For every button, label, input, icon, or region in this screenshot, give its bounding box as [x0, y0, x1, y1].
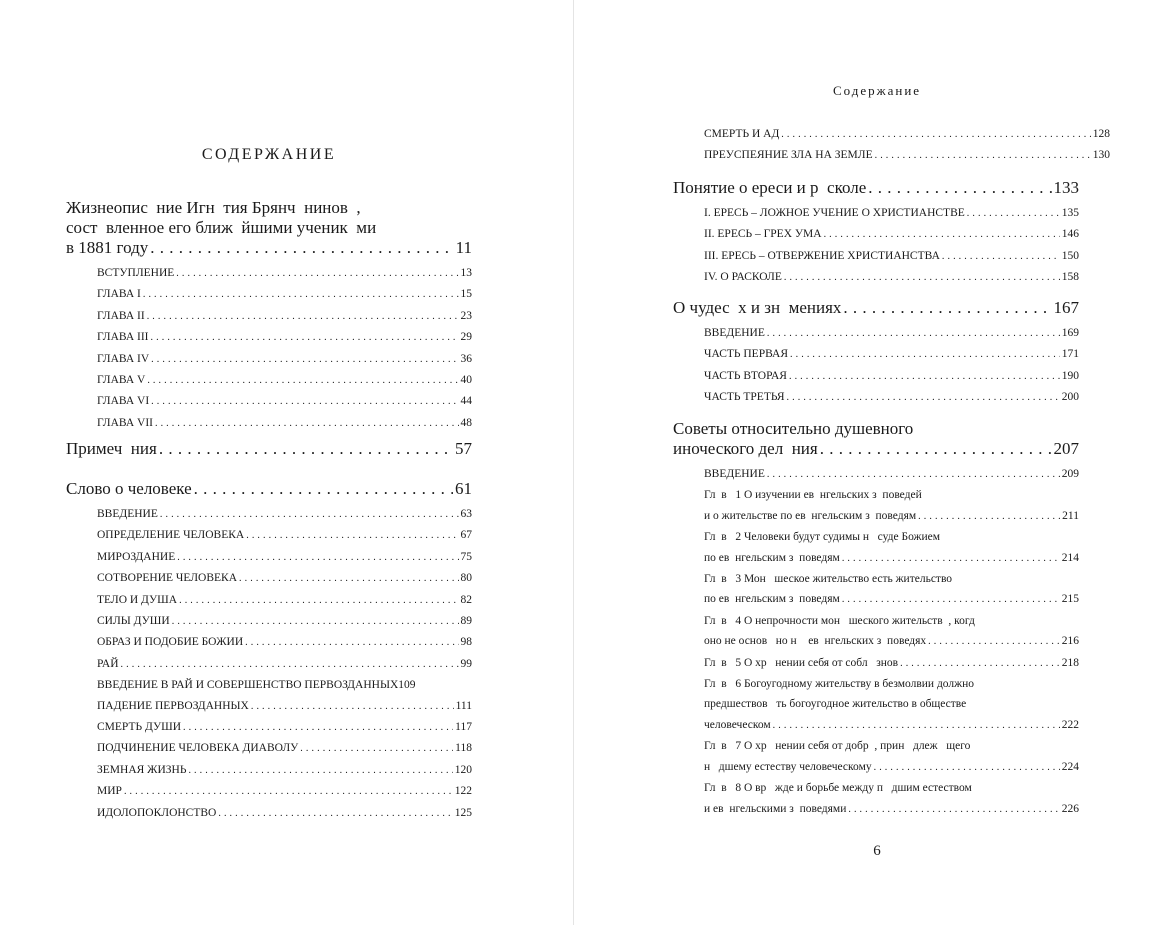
page-number: 82	[460, 593, 472, 606]
toc-subentry[interactable]	[704, 124, 1110, 145]
toc-subentry[interactable]	[97, 738, 472, 759]
toc-subentry[interactable]	[97, 547, 472, 568]
toc-subentry[interactable]	[97, 675, 472, 695]
dot-leader	[875, 146, 1091, 166]
entry-title: ВВЕДЕНИЕ	[97, 508, 158, 520]
entry-title: человеческом	[704, 718, 771, 731]
page-number: 211	[1062, 509, 1079, 522]
chapter-title-line: Гл в 6 Богоугодному жительству в безмолвии должно	[704, 678, 974, 691]
entry-title: ПАДЕНИЕ ПЕРВОЗДАННЫХ	[97, 699, 249, 712]
entry-title: оно не основ но н ев нгельских з поведях	[704, 635, 927, 648]
dot-leader	[151, 392, 458, 412]
page-number: 36	[460, 352, 472, 365]
toc-section-heresy	[673, 178, 1079, 289]
entry-title: О чудес х и зн мениях	[673, 298, 842, 317]
toc-section-word-on-man	[66, 479, 472, 824]
page-number: 226	[1061, 802, 1079, 815]
toc-section-miracles	[673, 298, 1079, 409]
entry-title: ОПРЕДЕЛЕНИЕ ЧЕЛОВЕКА	[97, 529, 245, 542]
dot-leader	[784, 268, 1060, 288]
page-number: 120	[454, 763, 472, 776]
dot-leader	[773, 716, 1060, 736]
dot-leader	[820, 439, 1052, 459]
entry-title: I. ЕРЕСЬ – ЛОЖНОЕ УЧЕНИЕ О ХРИСТИАНСТВЕ	[704, 207, 965, 219]
page-number: 23	[460, 309, 472, 322]
chapter-title-line: Гл в 3 Мон шеское жительство есть жительство	[704, 573, 953, 586]
toc-subentry[interactable]	[97, 611, 472, 632]
toc-subentry[interactable]	[97, 632, 472, 653]
page-number: 146	[1061, 228, 1079, 241]
page-number: 29	[460, 331, 472, 344]
page-number: 169	[1061, 327, 1079, 339]
toc-subentry[interactable]	[97, 306, 472, 327]
page-number: 99	[460, 657, 472, 670]
dot-leader	[781, 125, 1090, 145]
dot-leader	[300, 739, 453, 759]
entry-title: ЗЕМНАЯ ЖИЗНЬ	[97, 763, 187, 776]
entry-title: по ев нгельским з поведям	[704, 593, 840, 606]
page-number: 48	[460, 416, 472, 429]
section-heading	[673, 419, 1079, 459]
toc-subentry[interactable]	[97, 760, 472, 781]
toc-subentry[interactable]	[97, 327, 472, 348]
toc-subentry[interactable]	[704, 145, 1110, 166]
page-number: 122	[454, 785, 472, 798]
dot-leader	[172, 612, 459, 632]
entry-title: ГЛАВА VI	[97, 395, 150, 408]
right-page	[574, 0, 1149, 925]
section-heading	[66, 198, 472, 258]
toc-subentry[interactable]	[704, 653, 1079, 674]
section-heading	[673, 298, 1079, 318]
entry-title: СИЛЫ ДУШИ	[97, 615, 170, 628]
page-number: 57	[455, 439, 472, 458]
page-number: 67	[460, 529, 472, 542]
toc-subentry[interactable]	[97, 590, 472, 611]
page-title: СОДЕРЖАНИЕ	[201, 146, 337, 163]
entry-title: ПОДЧИНЕНИЕ ЧЕЛОВЕКА ДИАВОЛУ	[97, 742, 299, 755]
page-number: 216	[1061, 635, 1079, 648]
toc-subentry[interactable]	[97, 349, 472, 370]
dot-leader	[188, 761, 452, 781]
entry-title: и ев нгельскими з поведями	[704, 802, 847, 815]
toc-subentry[interactable]	[704, 246, 1079, 267]
toc-section-counsels	[673, 419, 1079, 820]
entry-title: II. ЕРЕСЬ – ГРЕХ УМА	[704, 228, 822, 241]
subentries	[673, 203, 1079, 289]
toc-subentry[interactable]	[97, 284, 472, 305]
page-number: 13	[460, 267, 472, 279]
page-number: 158	[1061, 271, 1079, 284]
page-number: 44	[460, 395, 472, 408]
entry-title: ВВЕДЕНИЕ В РАЙ И СОВЕРШЕНСТВО ПЕРВОЗДАННЫХ	[97, 679, 399, 692]
toc-subentry[interactable]	[97, 525, 472, 546]
dot-leader	[918, 507, 1060, 527]
dot-leader	[868, 178, 1051, 198]
toc-entry[interactable]	[673, 298, 1079, 318]
entry-title: Понятие о ереси и р сколе	[673, 178, 867, 197]
toc-section-notes	[66, 439, 472, 459]
dot-leader	[150, 238, 453, 258]
toc-subentry[interactable]	[704, 548, 1079, 569]
page-number: 75	[460, 550, 472, 563]
page-number: 207	[1053, 439, 1079, 458]
page-number: 118	[455, 742, 472, 755]
section-heading	[66, 479, 472, 499]
chapter-title-line: Гл в 2 Человеки будут судимы н суде Божием	[704, 531, 941, 544]
toc-subentry[interactable]	[704, 589, 1079, 610]
page-number: 61	[455, 479, 472, 498]
continued-subentries	[673, 124, 1110, 167]
toc-entry[interactable]	[66, 238, 472, 258]
entry-title: ЧАСТЬ ПЕРВАЯ	[704, 348, 789, 361]
chapter-title-line: Гл в 4 О непрочности мон шеского жительств , когд	[704, 614, 975, 627]
entry-title: ИДОЛОПОКЛОНСТВО	[97, 806, 217, 819]
dot-leader	[183, 718, 453, 738]
entry-title: иноческого дел ния	[673, 439, 818, 458]
toc-subentry[interactable]	[97, 803, 472, 824]
entry-title: Гл в 5 О хр нении себя от собл знов	[704, 656, 899, 669]
dot-leader	[177, 548, 458, 568]
entry-title: ВВЕДЕНИЕ	[704, 468, 765, 480]
toc-subentry[interactable]	[97, 654, 472, 675]
dot-leader	[928, 632, 1060, 652]
dot-leader	[246, 526, 458, 546]
toc-entry[interactable]	[66, 439, 472, 459]
dot-leader	[179, 591, 458, 611]
dot-leader	[239, 569, 458, 589]
toc-subentry[interactable]	[704, 631, 1079, 652]
entry-title: Слово о человеке	[66, 479, 192, 498]
section-heading	[673, 178, 1079, 198]
subentries	[673, 323, 1079, 409]
page-number: 200	[1061, 391, 1079, 404]
dot-leader	[789, 367, 1060, 387]
page-number: 167	[1053, 298, 1079, 317]
toc-subentry[interactable]	[704, 715, 1079, 736]
section-heading	[66, 439, 472, 459]
dot-leader	[843, 298, 1051, 318]
entry-title: и о жительстве по ев нгельским з поведям	[704, 509, 917, 522]
toc-subentry[interactable]	[704, 799, 1079, 820]
entry-title: ГЛАВА V	[97, 374, 146, 387]
page-number: 80	[460, 572, 472, 585]
page-number: 125	[454, 806, 472, 819]
toc-subentry[interactable]	[97, 413, 472, 434]
entry-title: МИР	[97, 785, 122, 798]
page-number: 40	[460, 374, 472, 387]
page-number: 130	[1092, 149, 1110, 162]
toc-subentry[interactable]	[704, 387, 1079, 408]
entry-title: ЧАСТЬ ТРЕТЬЯ	[704, 391, 785, 404]
dot-leader	[767, 324, 1060, 344]
subentries	[66, 504, 472, 824]
page-number-footer: 6	[873, 843, 881, 859]
page-number: 63	[460, 508, 472, 520]
heading-line: Жизнеопис ние Игн тия Брянч нинов ,	[66, 198, 361, 217]
toc-subentry[interactable]	[704, 757, 1079, 778]
entry-title: IV. О РАСКОЛЕ	[704, 271, 782, 284]
toc-section-biography	[66, 198, 472, 434]
heading-line: Советы относительно душевного	[673, 419, 914, 438]
page-number: 98	[460, 636, 472, 649]
heading-line: сост вленное его ближ йшими ученик ми	[66, 218, 377, 237]
page-number: 109	[398, 679, 416, 692]
toc-subentry[interactable]	[97, 504, 472, 525]
page-number: 111	[455, 699, 472, 712]
dot-leader	[155, 414, 459, 434]
running-head: Содержание	[832, 83, 922, 98]
entry-title: по ев нгельским з поведям	[704, 551, 840, 564]
entry-title: СМЕРТЬ И АД	[704, 128, 780, 140]
entry-title: ВСТУПЛЕНИЕ	[97, 267, 175, 279]
entry-title: ГЛАВА I	[97, 288, 141, 301]
dot-leader	[245, 633, 458, 653]
entry-title: ОБРАЗ И ПОДОБИЕ БОЖИИ	[97, 636, 244, 649]
toc-subentry[interactable]	[704, 506, 1079, 527]
entry-title: РАЙ	[97, 657, 119, 670]
toc-subentry[interactable]	[704, 464, 1079, 485]
dot-leader	[160, 505, 459, 525]
page-number: 11	[455, 238, 472, 257]
entry-title: МИРОЗДАНИЕ	[97, 550, 176, 563]
page-number: 215	[1061, 593, 1079, 606]
entry-title: ВВЕДЕНИЕ	[704, 327, 765, 339]
dot-leader	[842, 549, 1060, 569]
page-number: 15	[460, 288, 472, 301]
toc-entry[interactable]	[66, 479, 472, 499]
dot-leader	[790, 345, 1060, 365]
dot-leader	[787, 388, 1060, 408]
page-number: 222	[1061, 718, 1079, 731]
dot-leader	[824, 225, 1060, 245]
left-page	[0, 0, 573, 925]
dot-leader	[159, 439, 453, 459]
dot-leader	[176, 264, 458, 284]
dot-leader	[151, 328, 459, 348]
entry-title: ПРЕУСПЕЯНИЕ ЗЛА НА ЗЕМЛЕ	[704, 149, 873, 162]
toc-subentry[interactable]	[704, 366, 1079, 387]
toc-subentry[interactable]	[97, 696, 472, 717]
entry-title: III. ЕРЕСЬ – ОТВЕРЖЕНИЕ ХРИСТИАНСТВА	[704, 249, 940, 262]
toc-entry[interactable]	[673, 439, 1079, 459]
entry-title: в 1881 году	[66, 238, 149, 257]
dot-leader	[121, 655, 459, 675]
page-number: 150	[1061, 249, 1079, 262]
dot-leader	[124, 782, 453, 802]
toc-subentry[interactable]	[97, 263, 472, 284]
page-number: 89	[460, 615, 472, 628]
dot-leader	[251, 697, 454, 717]
dot-leader	[842, 590, 1060, 610]
dot-leader	[767, 465, 1060, 485]
chapter-title-line: Гл в 8 О вр жде и борьбе между п дшим естеством	[704, 782, 972, 795]
page-number: 224	[1061, 760, 1079, 773]
dot-leader	[900, 654, 1060, 674]
entry-title: ГЛАВА IV	[97, 352, 150, 365]
toc-subentry[interactable]	[97, 781, 472, 802]
toc-subentry[interactable]	[704, 344, 1079, 365]
chapter-title-line: Гл в 1 О изучении ев нгельских з поведей	[704, 489, 922, 502]
dot-leader	[874, 758, 1060, 778]
toc-subentry[interactable]	[97, 568, 472, 589]
entry-title: н дшему естеству человеческому	[704, 760, 872, 773]
dot-leader	[942, 247, 1060, 267]
entry-title: СОТВОРЕНИЕ ЧЕЛОВЕКА	[97, 572, 238, 585]
entry-title: Примеч ния	[66, 439, 157, 458]
entry-title: ГЛАВА III	[97, 331, 149, 344]
chapter-title-line: предшествов ть богоугодное жительство в обществе	[704, 698, 967, 711]
dot-leader	[194, 479, 453, 499]
page-number: 171	[1061, 348, 1079, 361]
dot-leader	[151, 350, 458, 370]
toc-entry[interactable]	[673, 178, 1079, 198]
toc-subentry[interactable]	[97, 370, 472, 391]
dot-leader	[147, 307, 459, 327]
toc-subentry[interactable]	[704, 224, 1079, 245]
entry-title: ГЛАВА II	[97, 309, 145, 322]
subentries	[66, 263, 472, 434]
dot-leader	[848, 800, 1059, 820]
subentries	[673, 464, 1079, 820]
entry-title: ТЕЛО И ДУША	[97, 593, 178, 606]
page-number: 218	[1061, 656, 1079, 669]
chapter-title-line: Гл в 7 О хр нении себя от добр , прин длеж щего	[704, 740, 971, 753]
page-number: 214	[1061, 551, 1079, 564]
page-number: 190	[1061, 369, 1079, 382]
toc-subentry[interactable]	[97, 717, 472, 738]
page-number: 133	[1053, 178, 1079, 197]
dot-leader	[967, 204, 1060, 224]
toc-subentry[interactable]	[97, 391, 472, 412]
page-number: 209	[1061, 468, 1079, 480]
toc-subentry[interactable]	[704, 267, 1079, 288]
page-number: 117	[455, 721, 472, 734]
page-number: 128	[1092, 128, 1110, 140]
dot-leader	[143, 285, 459, 305]
entry-title: СМЕРТЬ ДУШИ	[97, 721, 181, 734]
entry-title: ГЛАВА VII	[97, 416, 153, 429]
page-number: 135	[1061, 207, 1079, 219]
dot-leader	[218, 804, 452, 824]
dot-leader	[147, 371, 458, 391]
toc-subentry[interactable]	[704, 323, 1079, 344]
toc-subentry[interactable]	[704, 203, 1079, 224]
entry-title: ЧАСТЬ ВТОРАЯ	[704, 369, 787, 382]
